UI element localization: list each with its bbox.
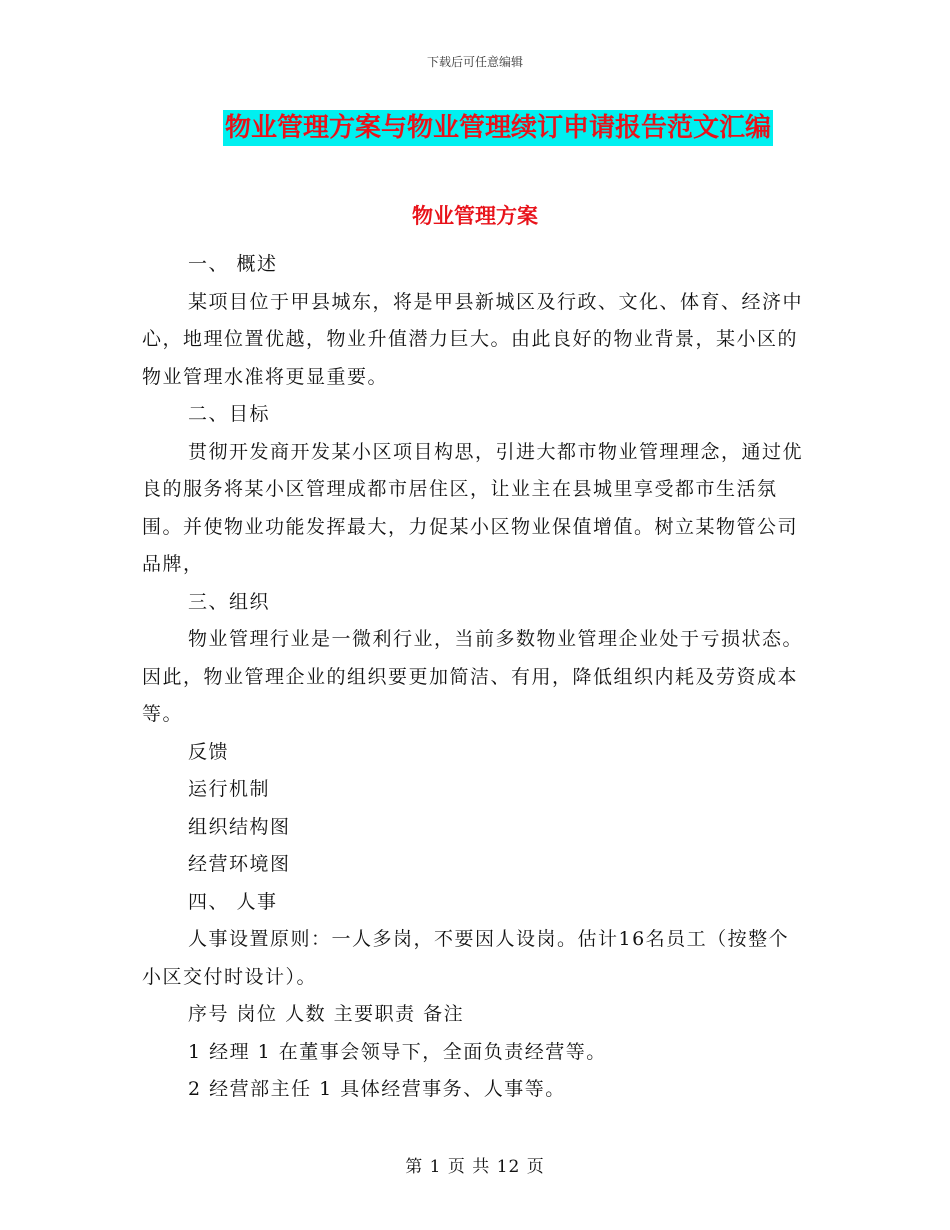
item-operating-mechanism: 运行机制: [188, 778, 271, 800]
heading-organization: 三、组织: [188, 590, 271, 613]
item-org-chart: 组织结构图: [188, 815, 291, 838]
page-header-note: 下载后可任意编辑: [426, 55, 523, 69]
item-feedback: 反馈: [188, 740, 230, 763]
table-row: 1 经理 1 在董事会领导下，全面负责经营等。: [188, 1040, 607, 1063]
paragraph-overview: 某项目位于甲县城东，将是甲县新城区及行政、文化、体育、经济中心，地理位置优越，物业升值潜力巨大。由此良好的物业背景，某小区的物业管理水准将更显重要。: [142, 290, 804, 388]
item-business-environment: 经营环境图: [188, 853, 291, 875]
document-body: [142, 246, 808, 1109]
paragraph-personnel: 人事设置原则：一人多岗，不要因人设岗。估计16名员工（按整个小区交付时设计）。: [142, 928, 790, 988]
document-title: 物业管理方案与物业管理续订申请报告范文汇编: [223, 110, 773, 146]
page-footer-pagination: 第 1 页 共 12 页: [405, 1157, 545, 1177]
table-header-row: 序号 岗位 人数 主要职责 备注: [188, 1003, 465, 1025]
document-title-container: [0, 110, 950, 146]
section-title: 物业管理方案: [412, 204, 538, 228]
paragraph-organization: 物业管理行业是一微利行业，当前多数物业管理企业处于亏损状态。因此，物业管理企业的组织要更加简洁、有用，降低组织内耗及劳资成本等。: [142, 628, 804, 725]
heading-overview: 一、 概述: [188, 253, 278, 275]
heading-goal: 二、目标: [188, 403, 271, 425]
table-row: 2 经营部主任 1 具体经营事务、人事等。: [188, 1078, 566, 1100]
paragraph-goal: 贯彻开发商开发某小区项目构思，引进大都市物业管理理念，通过优良的服务将某小区管理成都市居住区，让业主在县城里享受都市生活氛围。并使物业功能发挥最大，力促某小区物业保值增值。树立某物管公司品牌，: [142, 440, 804, 575]
heading-personnel: 四、 人事: [188, 890, 278, 913]
